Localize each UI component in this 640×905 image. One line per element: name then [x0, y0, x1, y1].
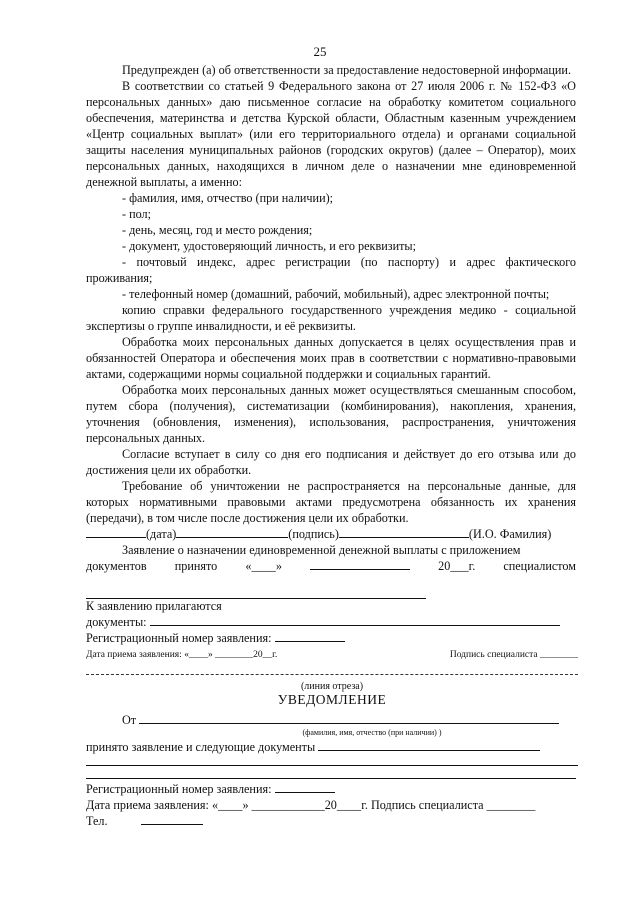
from-label: От: [122, 713, 137, 727]
date-label: (дата): [146, 527, 177, 541]
list-item: - документ, удостоверяющий личность, и его реквизиты;: [122, 239, 416, 253]
attachments-section: [86, 598, 578, 829]
list-item: копию справки федерального государственного учреждения медико - социальной экспертизы о группе инвалидности, и её реквизиты.: [86, 303, 576, 333]
sign-blank[interactable]: [176, 526, 288, 538]
cut-dashed-line: [86, 674, 578, 675]
list-item: - телефонный номер (домашний, рабочий, мобильный), адрес электронной почты;: [122, 287, 550, 301]
phone-blank[interactable]: [141, 813, 203, 825]
warning-paragraph: Предупрежден (а) об ответственности за предоставление недостоверной информации.: [122, 63, 571, 77]
name-blank[interactable]: [339, 526, 469, 538]
list-item: - фамилия, имя, отчество (при наличии);: [122, 191, 334, 205]
notice-date-row: Дата приема заявления: «____» ____________20____г. Подпись специалиста ________: [86, 798, 536, 812]
notice-reg-number-blank[interactable]: [275, 781, 335, 793]
phone-label: Тел.: [86, 814, 108, 828]
specialist-sign-small: Подпись специалиста ________: [449, 650, 578, 660]
destruction-paragraph: Требование об уничтожении не распространяется на персональные данные, для которых нормативными правовыми актами предусмотрена обязанность их хранения (передачи), в том числе после достижения цели их обработки.: [86, 479, 576, 525]
application-line-2: документов принято «____» 20___г. специалистом: [86, 559, 576, 573]
sign-label: (подпись): [288, 527, 339, 541]
method-paragraph: Обработка моих персональных данных может осуществляться смешанным способом, путем сбора (получения), систематизации (комбинирования), накопления, хранения, уточнения (обновления, изменения), использования, распространения, уничтожения персональных данных.: [86, 383, 576, 445]
consent-paragraph: В соответствии со статьей 9 Федерального закона от 27 июля 2006 г. № 152-ФЗ «О персональных данных» даю письменное согласие на обработку комитетом социального обеспечения, материнства и детства Курской области, Областным казенным учреждением «Центр социальных выплат» (или его территориального отдела) и органами социальной защиты населения муниципальных районов (городских округов) (далее – Оператор), моих персональных данных, находящихся в личном деле о назначении мне единовременной денежной выплаты, а именно:: [86, 79, 576, 189]
attachments-top-rule: [86, 598, 426, 599]
notice-title: УВЕДОМЛЕНИЕ: [277, 692, 387, 707]
documents-blank[interactable]: [150, 614, 560, 626]
notice-reg-number-label: Регистрационный номер заявления:: [86, 782, 272, 796]
list-item: - почтовый индекс, адрес регистрации (по паспорту) и адрес фактического проживания;: [86, 255, 576, 285]
purpose-paragraph: Обработка моих персональных данных допускается в целях осуществления прав и обязанностей Оператора и обеспечения моих прав в соответствии с нормативно-правовыми актами, содержащими нормы социальной поддержки и социальных гарантий.: [86, 335, 576, 381]
signature-row: [86, 526, 576, 542]
date-received-small: Дата приема заявления: «____» ________20__г.: [86, 650, 278, 660]
name-label: (И.О. Фамилия): [468, 527, 552, 541]
validity-paragraph: Согласие вступает в силу со дня его подписания и действует до его отзыва или до достижения цели их обработки.: [86, 447, 576, 477]
list-item: - пол;: [122, 207, 152, 221]
from-blank[interactable]: [139, 712, 559, 724]
accepted-label: принято заявление и следующие документы: [86, 740, 316, 754]
notice-separator-rule: [86, 778, 576, 779]
fio-hint: (фамилия, имя, отчество (при наличии) ): [302, 728, 442, 737]
consent-body: [86, 62, 576, 574]
page-number: 25: [313, 44, 327, 59]
list-item: - день, месяц, год и место рождения;: [122, 223, 313, 237]
date-blank[interactable]: [86, 526, 146, 538]
accepted-docs-blank[interactable]: [318, 739, 540, 751]
documents-label: документы:: [86, 615, 147, 629]
accepted-date-blank[interactable]: [310, 558, 410, 570]
reg-number-blank[interactable]: [275, 630, 345, 642]
attachments-heading: К заявлению прилагаются: [86, 599, 222, 613]
application-line-1: Заявление о назначении единовременной денежной выплаты с приложением: [122, 543, 521, 557]
reg-number-label: Регистрационный номер заявления:: [86, 631, 272, 645]
cut-line-label: (линия отреза): [300, 681, 364, 692]
